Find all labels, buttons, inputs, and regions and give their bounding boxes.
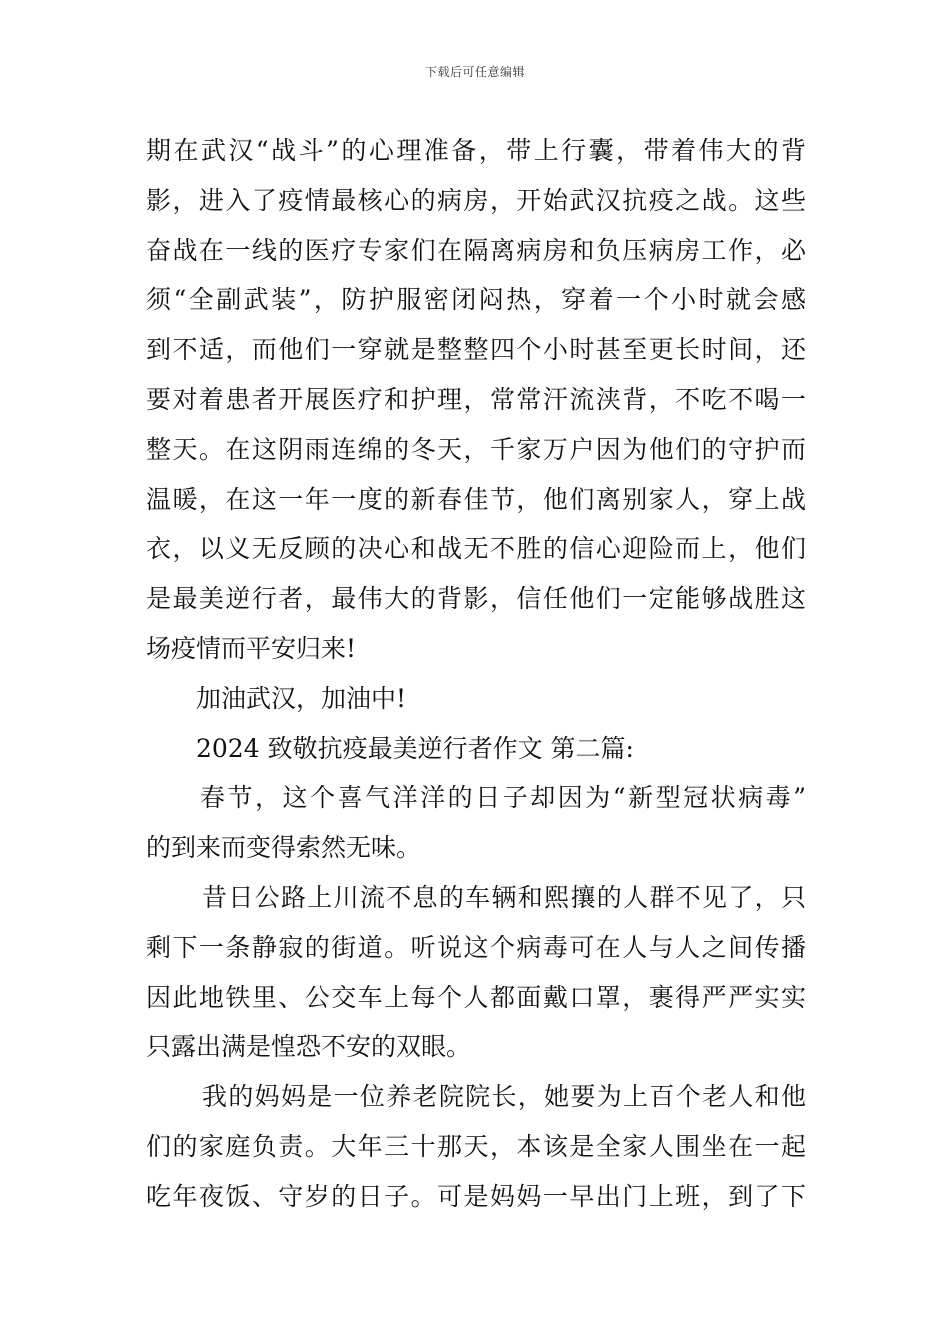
text-line: 温暖，在这一年一度的新春佳节，他们离别家人，穿上战: [146, 484, 806, 514]
text-line: 我的妈妈是一位养老院院长，她要为上百个老人和他: [202, 1082, 806, 1112]
cheer-line: 加油武汉，加油中!: [196, 683, 407, 713]
text-line: 春节，这个喜气洋洋的日子却因为“新型冠状病毒”: [200, 783, 806, 813]
text-line: 须“全副武装”，防护服密闭闷热，穿着一个小时就会感: [146, 285, 806, 315]
text-line: 剩下一条静寂的街道。听说这个病毒可在人与人之间传播: [146, 932, 806, 962]
paragraph-4: [146, 1072, 806, 1221]
text-line: 昔日公路上川流不息的车辆和熙攘的人群不见了，只: [202, 882, 806, 912]
text-line: 是最美逆行者，最伟大的背影，信任他们一定能够战胜这: [146, 584, 806, 614]
document-body: [146, 126, 806, 1222]
text-line: 要对着患者开展医疗和护理，常常汗流浃背，不吃不喝一: [146, 384, 806, 414]
text-line: 场疫情而平安归来!: [146, 633, 357, 663]
section-title: 2024 致敬抗疫最美逆行者作文 第二篇:: [196, 733, 634, 763]
text-line: 的到来而变得索然无味。: [146, 833, 422, 863]
text-line: 整天。在这阴雨连绵的冬天，千家万户因为他们的守护而: [146, 434, 806, 464]
text-line: 们的家庭负责。大年三十那天，本该是全家人围坐在一起: [146, 1131, 806, 1161]
paragraph-1: [146, 126, 806, 674]
text-line: 到不适，而他们一穿就是整整四个小时甚至更长时间，还: [146, 335, 806, 365]
paragraph-2: [146, 773, 806, 873]
text-line: 影，进入了疫情最核心的病房，开始武汉抗疫之战。这些: [146, 185, 806, 215]
text-line: 吃年夜饭、守岁的日子。可是妈妈一早出门上班，到了下: [146, 1181, 806, 1211]
text-line: 只露出满是惶恐不安的双眼。: [146, 1032, 472, 1062]
page-header: 下载后可任意编辑: [424, 65, 525, 79]
text-line: 因此地铁里、公交车上每个人都面戴口罩，裹得严严实实: [146, 982, 806, 1012]
text-line: 衣，以义无反顾的决心和战无不胜的信心迎险而上，他们: [146, 534, 806, 564]
paragraph-3: [146, 873, 806, 1072]
text-line: 期在武汉“战斗”的心理准备，带上行囊，带着伟大的背: [146, 136, 806, 165]
text-line: 奋战在一线的医疗专家们在隔离病房和负压病房工作，必: [146, 235, 806, 265]
